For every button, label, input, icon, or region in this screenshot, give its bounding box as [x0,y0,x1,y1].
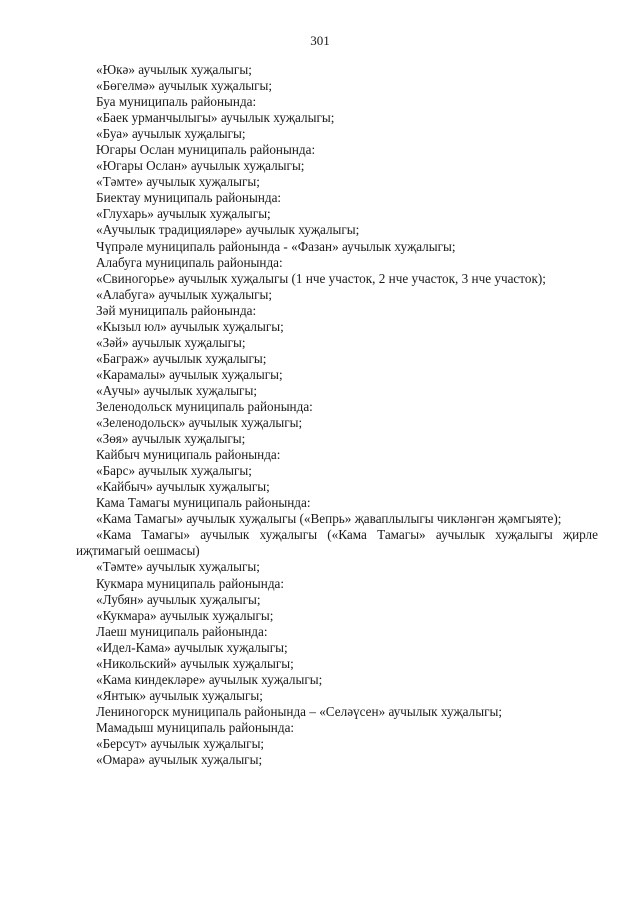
text-line: «Юкә» аучылык хуҗалыгы; [96,62,252,77]
text-line: «Баек урманчылыгы» аучылык хуҗалыгы; [96,110,335,126]
text-line: «Зәй» аучылык хуҗалыгы; [96,334,246,350]
text-line: «Зөя» аучылык хуҗалыгы; [96,431,246,447]
page-number: 301 [310,33,330,48]
text-line: Лениногорск муниципаль районында – «Селәүсен» аучылык хуҗалыгы; [96,703,503,719]
text-line: «Тәмте» аучылык хуҗалыгы; [96,559,260,575]
text-line: «Буа» аучылык хуҗалыгы; [96,126,246,142]
text-line: Алабуга муниципаль районында: [96,254,283,270]
text-line: «Никольский» аучылык хуҗалыгы; [96,655,294,671]
text-line: «Аучылык традицияләре» аучылык хуҗалыгы; [96,222,360,238]
text-line: «Берсут» аучылык хуҗалыгы; [96,735,265,751]
list-block-2 [76,559,598,768]
document-body [76,62,598,768]
text-line: Биектау муниципаль районында: [96,190,282,206]
text-line: «Омара» аучылык хуҗалыгы; [96,752,263,768]
text-line: «Глухарь» аучылык хуҗалыгы; [96,206,271,222]
text-line: Кукмара муниципаль районында: [96,575,285,591]
text-line: «Идел-Кама» аучылык хуҗалыгы; [96,639,288,655]
text-line: «Зеленодольск» аучылык хуҗалыгы; [96,415,303,431]
text-line: «Кайбыч» аучылык хуҗалыгы; [96,479,270,495]
list-block-1 [76,62,598,511]
text-line: «Тәмте» аучылык хуҗалыгы; [96,174,260,190]
text-line: «Кызыл юл» аучылык хуҗалыгы; [96,318,284,334]
paragraph-block [76,511,598,559]
text-line: Кама Тамагы муниципаль районында: [96,495,311,511]
text-line: «Югары Ослан» аучылык хуҗалыгы; [96,158,305,174]
text-paragraph: «Кама Тамагы» аучылык хуҗалыгы («Вепрь» җаваплылыгы чикләнгән җәмгыяте); [96,511,562,527]
text-line: «Кама киндекләре» аучылык хуҗалыгы; [96,671,323,687]
text-line: «Лубян» аучылык хуҗалыгы; [96,591,261,607]
text-line: «Карамалы» аучылык хуҗалыгы; [96,366,283,382]
text-line: Мамадыш муниципаль районында: [96,719,295,735]
text-line: «Баграж» аучылык хуҗалыгы; [96,350,267,366]
text-line: Кайбыч муниципаль районында: [96,447,281,463]
text-line: «Аучы» аучылык хуҗалыгы; [96,382,257,398]
text-line: Чүпрәле муниципаль районында - «Фазан» аучылык хуҗалыгы; [96,238,456,254]
text-line: Югары Ослан муниципаль районында: [96,142,316,158]
text-line: «Бөгелмә» аучылык хуҗалыгы; [96,78,273,94]
text-paragraph: «Кама Тамагы» аучылык хуҗалыгы («Кама Тамагы» аучылык хуҗалыгы җирле иҗтимагый оешмасы) [76,527,598,559]
text-line: «Янтык» аучылык хуҗалыгы; [96,687,263,703]
text-line: Буа муниципаль районында: [96,94,257,110]
text-line: «Кукмара» аучылык хуҗалыгы; [96,607,274,623]
text-line: «Алабуга» аучылык хуҗалыгы; [96,286,273,302]
text-line: Лаеш муниципаль районында: [96,623,268,639]
text-line: «Барс» аучылык хуҗалыгы; [96,463,252,479]
text-line: Зеленодольск муниципаль районында: [96,398,313,414]
text-line: «Свиногорье» аучылык хуҗалыгы (1 нче участок, 2 нче участок, 3 нче участок); [96,270,546,286]
text-line: Зәй муниципаль районында: [96,302,257,318]
